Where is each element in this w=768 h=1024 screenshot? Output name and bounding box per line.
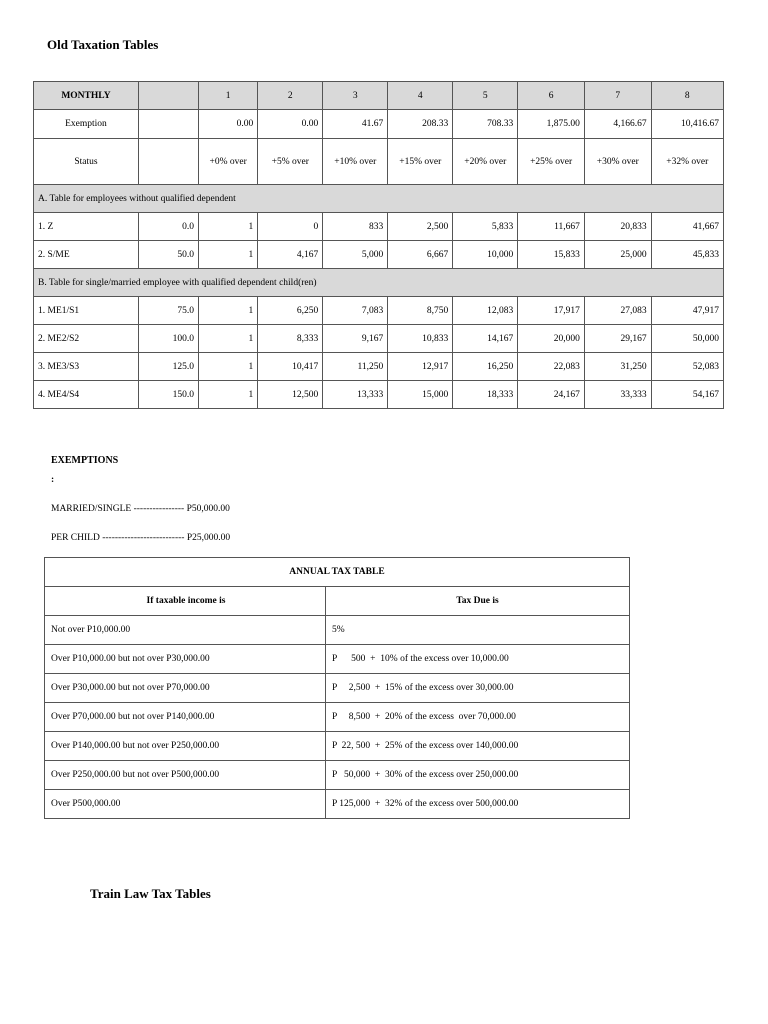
table-cell: 4,167: [258, 241, 323, 269]
section-a-label: A. Table for employees without qualified dependent: [34, 185, 724, 213]
table-cell: 0.0: [138, 213, 198, 241]
taxable-income-cell: Over P70,000.00 but not over P140,000.00: [45, 703, 326, 732]
table-cell: [138, 110, 198, 139]
annual-title-row: [45, 558, 630, 587]
table-cell: 45,833: [651, 241, 723, 269]
table-cell: 833: [323, 213, 388, 241]
tax-due-cell: 5%: [326, 616, 630, 645]
table-cell: MONTHLY: [34, 82, 139, 110]
table-cell: 10,833: [388, 325, 453, 353]
table-cell: 2,500: [388, 213, 453, 241]
section-a: [34, 185, 724, 213]
table-cell: 33,333: [584, 381, 651, 409]
table-cell: 41,667: [651, 213, 723, 241]
table-cell: +5% over: [258, 139, 323, 185]
tax-due-cell: P 8,500 + 20% of the excess over 70,000.00: [326, 703, 630, 732]
table-cell: 41.67: [323, 110, 388, 139]
table-cell: 0.00: [199, 110, 258, 139]
exemptions-colon: :: [51, 475, 55, 485]
table-row: [45, 790, 630, 819]
section-b: [34, 269, 724, 297]
table-cell: 3. ME3/S3: [34, 353, 139, 381]
tax-due-cell: P 2,500 + 15% of the excess over 30,000.00: [326, 674, 630, 703]
table-cell: 12,917: [388, 353, 453, 381]
table-cell: 125.0: [138, 353, 198, 381]
table-cell: 10,417: [258, 353, 323, 381]
table-cell: +32% over: [651, 139, 723, 185]
table-cell: 16,250: [453, 353, 518, 381]
taxable-income-cell: Over P140,000.00 but not over P250,000.00: [45, 732, 326, 761]
status-row: [34, 139, 724, 185]
table-cell: Exemption: [34, 110, 139, 139]
table-cell: 1. ME1/S1: [34, 297, 139, 325]
column-header-tax-due: Tax Due is: [326, 587, 630, 616]
table-cell: 208.33: [388, 110, 453, 139]
tax-due-cell: P 22, 500 + 25% of the excess over 140,000.00: [326, 732, 630, 761]
table-cell: 8: [651, 82, 723, 110]
table-cell: 2. S/ME: [34, 241, 139, 269]
tax-due-cell: P 50,000 + 30% of the excess over 250,000.00: [326, 761, 630, 790]
taxable-income-cell: Not over P10,000.00: [45, 616, 326, 645]
section-b-label: B. Table for single/married employee with qualified dependent child(ren): [34, 269, 724, 297]
exemption-per-child: PER CHILD -------------------------- P25,000.00: [51, 533, 231, 543]
exemption-married-single: MARRIED/SINGLE ---------------- P50,000.00: [51, 504, 230, 514]
table-cell: +10% over: [323, 139, 388, 185]
table-cell: 8,750: [388, 297, 453, 325]
table-cell: 2: [258, 82, 323, 110]
table-cell: 47,917: [651, 297, 723, 325]
taxable-income-cell: Over P30,000.00 but not over P70,000.00: [45, 674, 326, 703]
table-cell: 9,167: [323, 325, 388, 353]
table-cell: 50.0: [138, 241, 198, 269]
table-cell: 15,833: [518, 241, 585, 269]
table-cell: 100.0: [138, 325, 198, 353]
table-cell: 1: [199, 82, 258, 110]
table-cell: 14,167: [453, 325, 518, 353]
table-cell: +25% over: [518, 139, 585, 185]
table-cell: 5,000: [323, 241, 388, 269]
table-cell: 6,250: [258, 297, 323, 325]
table-cell: 15,000: [388, 381, 453, 409]
table-cell: 0.00: [258, 110, 323, 139]
table-cell: 17,917: [518, 297, 585, 325]
column-header-taxable-income: If taxable income is: [45, 587, 326, 616]
annual-tax-table: [44, 557, 630, 819]
table-cell: 31,250: [584, 353, 651, 381]
table-cell: [138, 82, 198, 110]
train-law-title: Train Law Tax Tables: [90, 886, 211, 901]
table-cell: 20,000: [518, 325, 585, 353]
table-cell: +0% over: [199, 139, 258, 185]
table-cell: 4: [388, 82, 453, 110]
table-cell: 27,083: [584, 297, 651, 325]
table-cell: 20,833: [584, 213, 651, 241]
table-cell: 50,000: [651, 325, 723, 353]
table-row: [45, 616, 630, 645]
table-cell: 52,083: [651, 353, 723, 381]
annual-table-title: ANNUAL TAX TABLE: [45, 558, 630, 587]
table-cell: 7,083: [323, 297, 388, 325]
table-cell: 11,250: [323, 353, 388, 381]
table-cell: 1: [199, 241, 258, 269]
page-title: Old Taxation Tables: [47, 37, 159, 52]
table-cell: 11,667: [518, 213, 585, 241]
table-row: [45, 703, 630, 732]
table-cell: 10,416.67: [651, 110, 723, 139]
table-cell: 1: [199, 213, 258, 241]
table-cell: 54,167: [651, 381, 723, 409]
table-row: [45, 761, 630, 790]
table-cell: 1: [199, 353, 258, 381]
table-cell: 1,875.00: [518, 110, 585, 139]
table-cell: 24,167: [518, 381, 585, 409]
table-cell: 1: [199, 381, 258, 409]
table-cell: 13,333: [323, 381, 388, 409]
table-cell: +20% over: [453, 139, 518, 185]
header-row: [34, 82, 724, 110]
table-cell: 4,166.67: [584, 110, 651, 139]
table-cell: 3: [323, 82, 388, 110]
table-cell: 5: [453, 82, 518, 110]
table-cell: 5,833: [453, 213, 518, 241]
table-row: [34, 325, 724, 353]
taxable-income-cell: Over P250,000.00 but not over P500,000.00: [45, 761, 326, 790]
table-row: [45, 645, 630, 674]
table-cell: 18,333: [453, 381, 518, 409]
old-taxation-table: [33, 81, 724, 409]
table-row: [45, 674, 630, 703]
table-row: [34, 353, 724, 381]
table-cell: 4. ME4/S4: [34, 381, 139, 409]
table-cell: 0: [258, 213, 323, 241]
table-cell: 22,083: [518, 353, 585, 381]
table-cell: [138, 139, 198, 185]
table-cell: 150.0: [138, 381, 198, 409]
table-cell: 6,667: [388, 241, 453, 269]
exemptions-heading: EXEMPTIONS: [51, 455, 119, 466]
table-row: [34, 213, 724, 241]
annual-header-row: [45, 587, 630, 616]
table-cell: +30% over: [584, 139, 651, 185]
table-cell: 8,333: [258, 325, 323, 353]
tax-due-cell: P 125,000 + 32% of the excess over 500,000.00: [326, 790, 630, 819]
table-row: [45, 732, 630, 761]
table-cell: 7: [584, 82, 651, 110]
table-cell: 10,000: [453, 241, 518, 269]
taxable-income-cell: Over P500,000.00: [45, 790, 326, 819]
table-row: [34, 241, 724, 269]
exemption-row: [34, 110, 724, 139]
table-row: [34, 381, 724, 409]
tax-due-cell: P 500 + 10% of the excess over 10,000.00: [326, 645, 630, 674]
table-cell: Status: [34, 139, 139, 185]
table-cell: 29,167: [584, 325, 651, 353]
table-cell: 12,500: [258, 381, 323, 409]
table-cell: 1: [199, 325, 258, 353]
table-cell: 6: [518, 82, 585, 110]
exemptions-section: [51, 455, 231, 543]
table-cell: 12,083: [453, 297, 518, 325]
table-row: [34, 297, 724, 325]
table-cell: +15% over: [388, 139, 453, 185]
table-cell: 25,000: [584, 241, 651, 269]
table-cell: 2. ME2/S2: [34, 325, 139, 353]
table-cell: 1. Z: [34, 213, 139, 241]
table-cell: 75.0: [138, 297, 198, 325]
table-cell: 1: [199, 297, 258, 325]
table-cell: 708.33: [453, 110, 518, 139]
taxable-income-cell: Over P10,000.00 but not over P30,000.00: [45, 645, 326, 674]
